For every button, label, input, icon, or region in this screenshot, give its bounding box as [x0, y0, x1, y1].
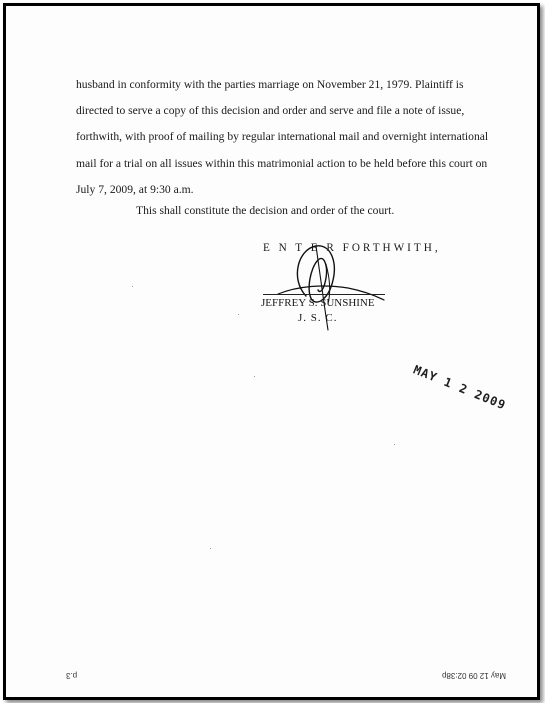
- signature-line: [263, 294, 385, 295]
- date-stamp: MAY 1 2 2009: [411, 362, 509, 413]
- page-number: p.3: [66, 671, 78, 680]
- scan-speck: [132, 286, 133, 287]
- scan-speck: [210, 548, 211, 549]
- document-frame: [3, 3, 540, 700]
- closing-statement: This shall constitute the decision and order of the court.: [136, 204, 395, 217]
- body-line: forthwith, with proof of mailing by regular international mail and overnight international: [76, 130, 489, 144]
- scan-speck: [238, 314, 239, 315]
- scan-speck: [254, 376, 255, 377]
- judge-title: J. S. C.: [298, 312, 338, 324]
- scan-speck: [394, 444, 395, 445]
- body-line: mail for a trial on all issues within this matrimonial action to be held before this court on: [76, 156, 488, 170]
- body-line: July 7, 2009, at 9:30 a.m.: [76, 182, 194, 196]
- body-line: directed to serve a copy of this decision and order and serve and file a note of issue,: [76, 104, 465, 118]
- judge-name: JEFFREY S. SUNSHINE: [261, 297, 375, 309]
- fax-header: May 12 09 02:38p: [442, 671, 507, 680]
- body-paragraph: [76, 72, 496, 203]
- document-page: [6, 6, 537, 697]
- enter-forthwith: E N T E R FORTHWITH,: [263, 242, 441, 254]
- body-line: husband in conformity with the parties marriage on November 21, 1979. Plaintiff is: [76, 78, 464, 91]
